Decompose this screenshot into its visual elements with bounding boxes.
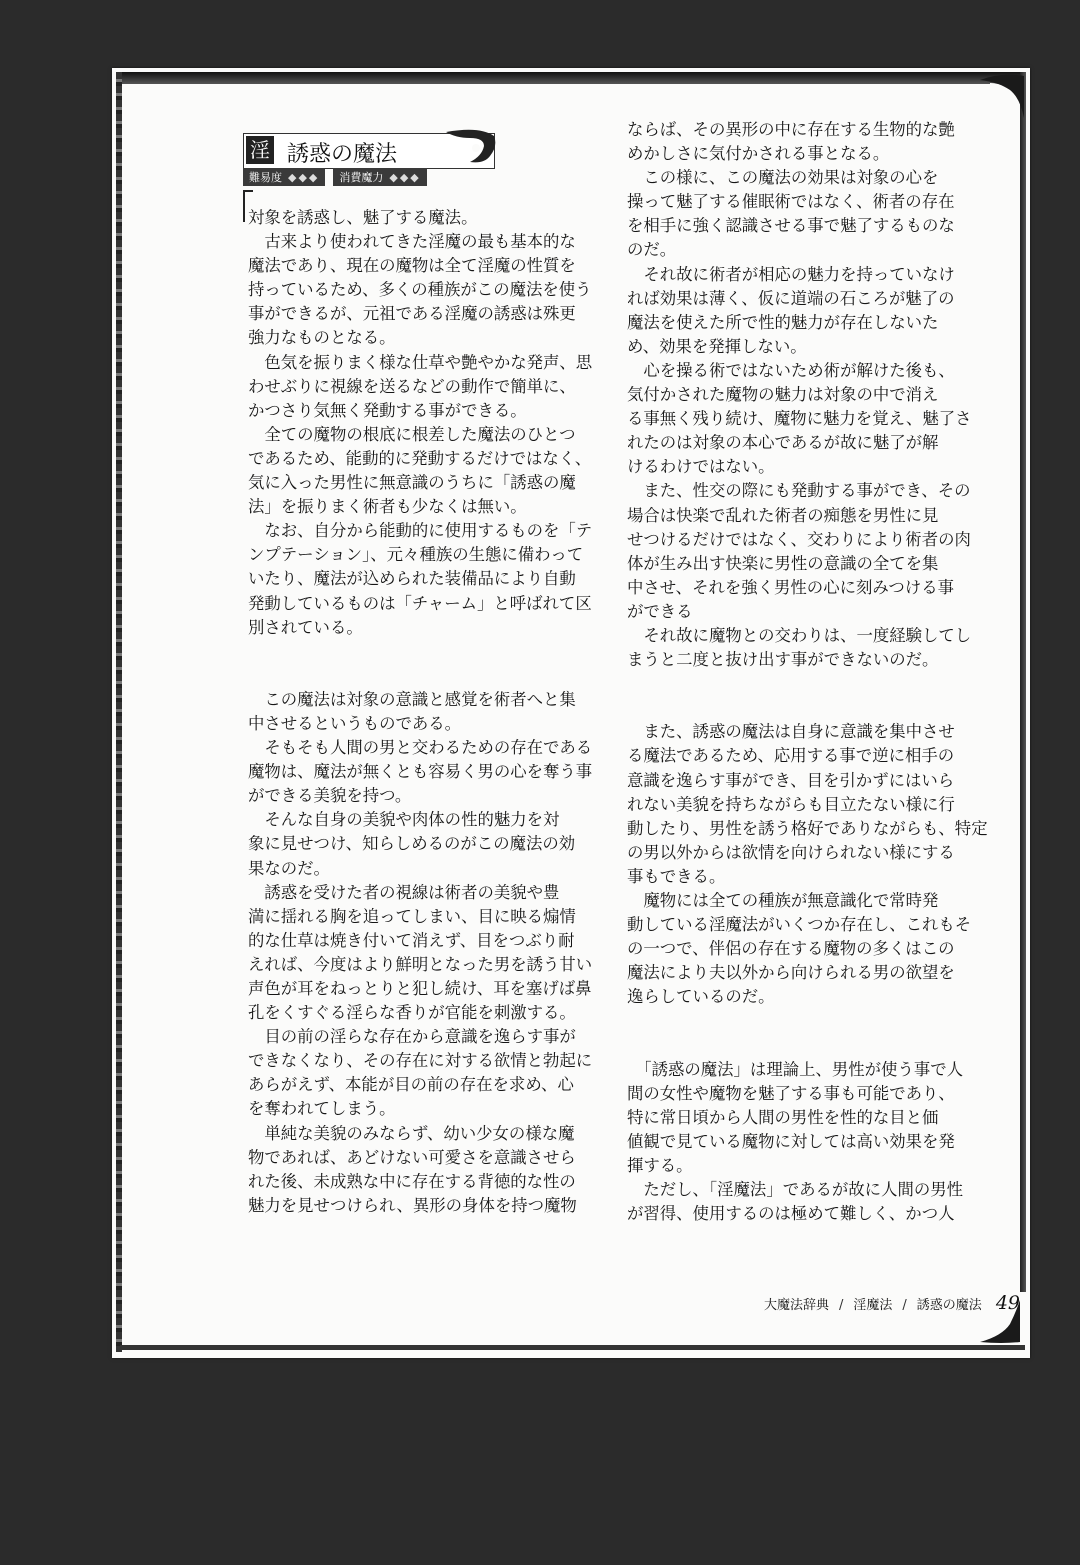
text-line: ンプテーション」、元々種族の生態に備わって [248,545,584,565]
text-line: 事もできる。 [627,866,726,886]
text-line [627,1034,987,1058]
text-line: それ故に魔物との交わりは、一度経験してし [627,625,972,645]
text-line: 気に入った男性に無意識のうちに「誘惑の魔 [248,473,576,493]
cost-label: 消費魔力 [339,171,384,184]
text-line: あらがえず、本能が目の前の存在を求め、心 [248,1075,574,1095]
text-line: 象に見せつけ、知らしめるのがこの魔法の効 [248,834,576,854]
text-line: 気付かされた魔物の魅力は対象の中で消え [627,385,939,405]
text-line: 対象を誘惑し、魅了する魔法。 [248,208,478,227]
text-line: を奪われてしまう。 [248,1099,396,1119]
text-line: 特に常日頃から人間の男性を性的な目と価 [627,1107,939,1127]
footer-section: 誘惑の魔法 [916,1298,982,1313]
text-line: この様に、この魔法の効果は対象の心を [627,168,939,188]
text-line: 発動しているものは「チャーム」と呼ばれて区 [248,593,592,613]
text-line: 魅力を見せつけられ、異形の身体を持つ魔物 [248,1195,577,1215]
body-column-right [627,118,987,1226]
text-line: えれば、今度はより鮮明となった男を誘う甘い [248,954,593,974]
frame-left-border [116,72,122,1352]
page-title: 誘惑の魔法 [287,142,398,167]
text-line: そんな自身の美貌や肉体の性的魅力を対 [248,810,560,830]
text-line: れない美貌を持ちながらも目立たない様に行 [627,794,955,814]
cost-badge [333,168,426,186]
text-line: 古来より使われてきた淫魔の最も基本的な [248,232,576,252]
text-line: 中させ、それを強く男性の心に刻みつける事 [627,577,954,597]
magic-category-icon: 淫 [246,136,274,164]
text-line: ができる美貌を持つ。 [248,786,412,806]
difficulty-rating: ◆◆◆ [288,170,320,184]
text-line [627,672,987,696]
text-line: 的な仕草は焼き付いて消えず、目をつぶり耐 [248,930,575,950]
text-line: 動している淫魔法がいくつか存在し、これもそ [627,915,972,935]
text-line: この魔法は対象の意識と感覚を術者へと集 [248,689,576,709]
footer-separator: / [902,1298,907,1313]
text-line: の一つで、伴侶の存在する魔物の多くはこの [627,939,955,959]
text-line [248,664,608,688]
cost-rating: ◆◆◆ [389,170,421,184]
text-line: せつけるだけではなく、交わりにより術者の肉 [627,529,971,549]
running-footer [764,1292,1020,1314]
text-line: わせぶりに視線を送るなどの動作で簡単に、 [248,376,576,396]
text-line [627,696,987,720]
text-line [248,640,608,664]
text-line: のだ。 [627,240,677,260]
text-line: できなくなり、その存在に対する欲情と勃起に [248,1051,593,1071]
footer-separator: / [839,1298,844,1313]
text-line: 場合は快楽で乱れた術者の痴態を男性に見 [627,505,939,525]
text-line: 間の女性や魔物を魅了する事も可能であり、 [627,1083,955,1103]
text-line: 単純な美貌のみならず、幼い少女の様な魔 [248,1123,575,1143]
text-line: 事ができるが、元祖である淫魔の誘惑は殊更 [248,304,576,324]
text-line: が習得、使用するのは極めて難しく、かつ人 [627,1204,955,1224]
text-line: れば効果は薄く、仮に道端の石ころが魅了の [627,288,955,308]
page-number: 49 [995,1292,1020,1314]
text-line: る事無く残り続け、魔物に魅力を覚え、魅了さ [627,409,972,429]
text-line: を相手に強く認識させる事で魅了するものな [627,216,955,236]
text-line: 強力なものとなる。 [248,328,396,348]
text-line: 法」を振りまく術者も少なくは無い。 [248,497,527,517]
footer-category: 淫魔法 [853,1298,893,1313]
text-line: 心を操る術ではないため術が解けた後も、 [627,360,955,380]
text-line: 揮する。 [627,1156,693,1176]
text-line: 魔法であり、現在の魔物は全て淫魔の性質を [248,256,576,276]
text-line: 持っているため、多くの種族がこの魔法を使う [248,280,592,300]
text-line: 目の前の淫らな存在から意識を逸らす事が [248,1027,576,1047]
difficulty-label: 難易度 [249,171,282,184]
text-line: 魔物には全ての種族が無意識化で常時発 [627,891,939,910]
frame-right-border [1020,72,1026,1292]
text-line: る魔法であるため、応用する事で逆に相手の [627,746,955,766]
text-line: めかしさに気付かされる事となる。 [627,144,890,164]
difficulty-badge [243,168,325,186]
text-line: 魔物は、魔法が無くとも容易く男の心を奪う事 [248,762,593,782]
text-line: の男以外からは欲情を向けられない様にする [627,842,955,862]
text-line: そもそも人間の男と交わるための存在である [248,738,593,758]
frame-top-border [120,72,1025,84]
text-line: 満に揺れる胸を追ってしまい、目に映る煽情 [248,906,576,926]
text-line: まうと二度と抜け出す事ができないのだ。 [627,650,939,670]
text-line: 誘惑を受けた者の視線は術者の美貌や豊 [248,882,560,902]
text-line: 値観で見ている魔物に対しては高い効果を発 [627,1131,955,1151]
text-line: 色気を振りまく様な仕草や艶やかな発声、思 [248,352,593,372]
corner-ornament-icon [976,70,1028,122]
text-line: 果なのだ。 [248,858,330,878]
text-line: れたのは対象の本心であるが故に魅了が解 [627,433,939,453]
title-ornament-icon [440,126,500,170]
text-line: 魔法により夫以外から向けられる男の欲望を [627,963,955,983]
text-line: なお、自分から能動的に使用するものを「テ [248,521,593,541]
text-line: かつさり気無く発動する事ができる。 [248,400,527,420]
text-line: それ故に術者が相応の魅力を持っていなけ [627,264,955,284]
text-line: であるため、能動的に発動するだけではなく、 [248,448,592,468]
text-line: れた後、未成熟な中に存在する背徳的な性の [248,1171,576,1191]
spell-stats [243,168,427,186]
text-line: 物であれば、あどけない可愛さを意識させら [248,1147,576,1167]
text-line: 「誘惑の魔法」は理論上、男性が使う事で人 [627,1059,964,1079]
text-line [627,1009,987,1033]
text-line: 別されている。 [248,617,363,637]
text-line: 動したり、男性を誘う格好でありながらも、特定 [627,818,988,838]
body-column-left [248,206,608,1218]
text-line: め、効果を発揮しない。 [627,336,807,356]
text-line: 魔法を使えた所で性的魅力が存在しないた [627,312,939,332]
text-line: ただし、「淫魔法」であるが故に人間の男性 [627,1180,964,1200]
text-line: 中させるというものである。 [248,713,462,733]
frame-bottom-border [120,1345,1025,1350]
footer-book-title: 大魔法辞典 [763,1298,829,1313]
text-line: 操って魅了する催眠術ではなく、術者の存在 [627,192,955,212]
text-line: また、誘惑の魔法は自身に意識を集中させ [627,722,955,742]
text-line: 孔をくすぐる淫らな香りが官能を刺激する。 [248,1003,576,1023]
text-line: 全ての魔物の根底に根差した魔法のひとつ [248,424,576,444]
text-line: ができる [627,601,693,621]
text-line: いたり、魔法が込められた装備品により自動 [248,569,576,589]
text-line: 声色が耳をねっとりと犯し続け、耳を塞げば鼻 [248,979,592,998]
text-line: けるわけではない。 [627,457,775,477]
text-line: 逸らしているのだ。 [627,987,775,1007]
text-line: 体が生み出す快楽に男性の意識の全てを集 [627,553,939,573]
text-line: ならば、その異形の中に存在する生物的な艶 [627,120,955,139]
text-line: 意識を逸らす事ができ、目を引かずにはいら [627,770,955,790]
text-line: また、性交の際にも発動する事ができ、その [627,481,971,501]
